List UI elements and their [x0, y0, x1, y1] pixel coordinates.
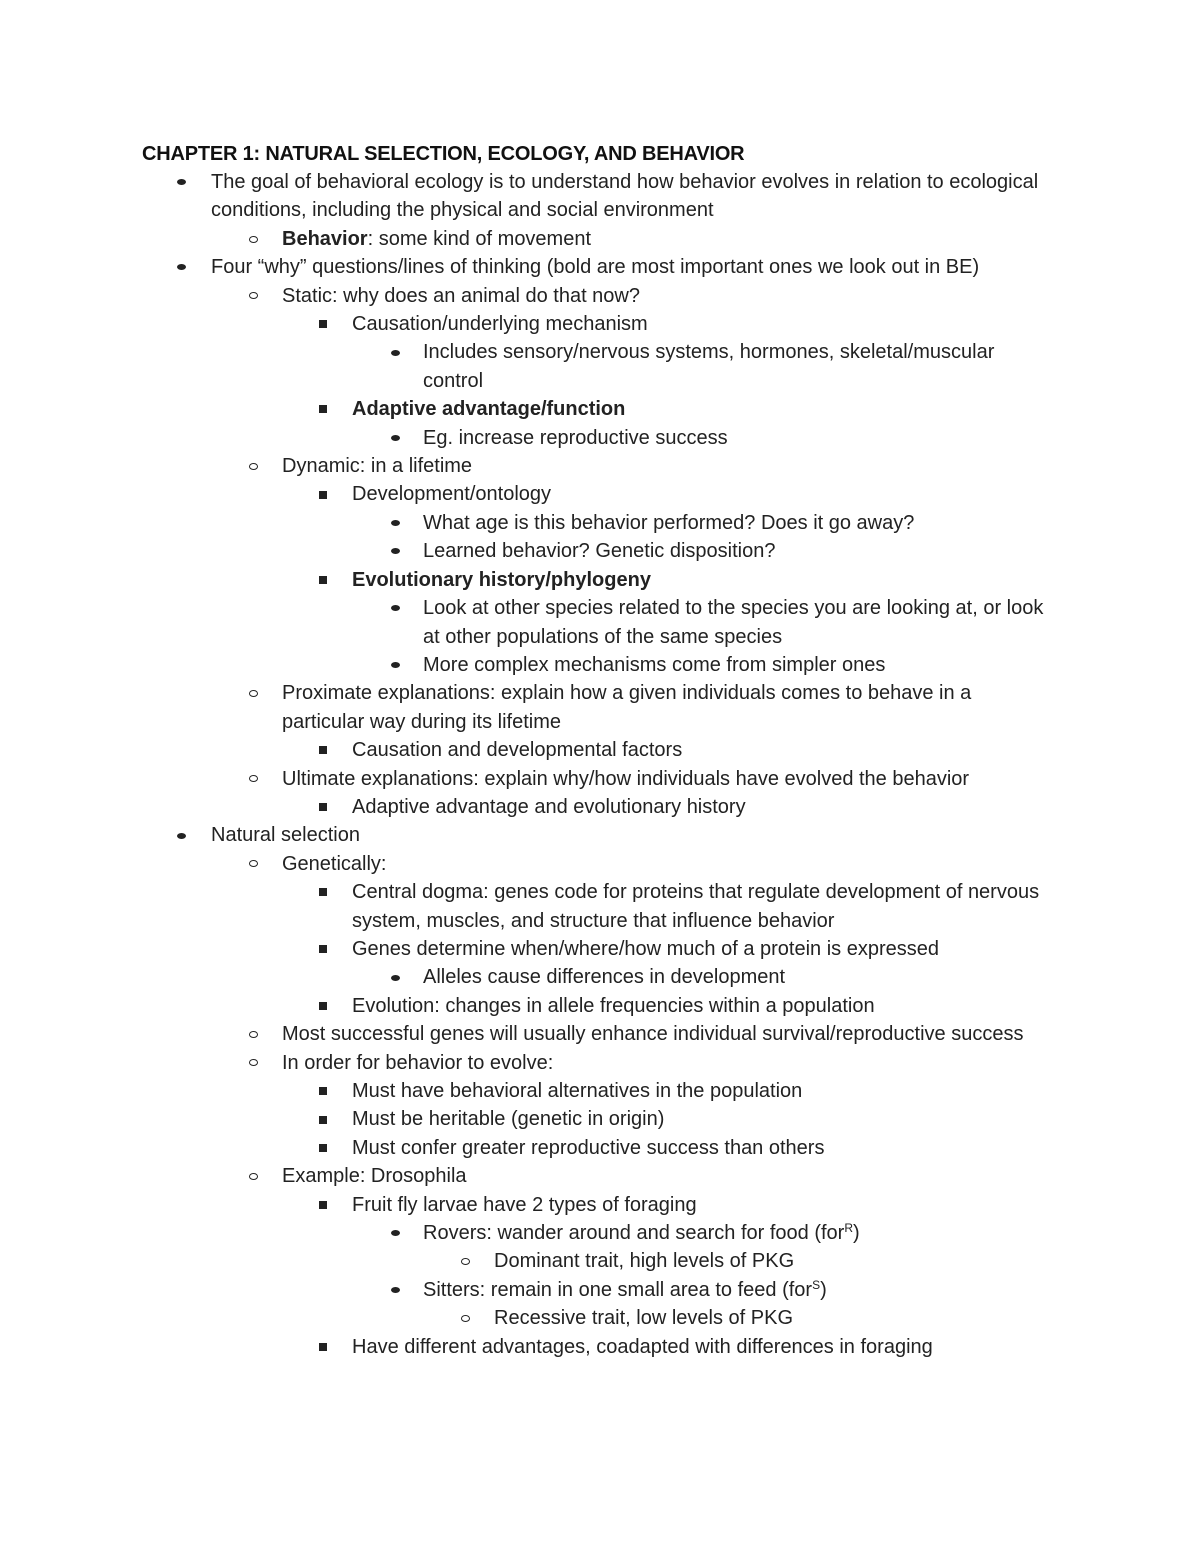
hollow-bullet-icon	[246, 1162, 260, 1190]
superscript-s: S	[812, 1277, 821, 1292]
list-item	[0, 253, 1051, 281]
list-item	[0, 850, 1052, 878]
hollow-bullet-icon	[246, 765, 260, 793]
filled-bullet-icon	[388, 338, 402, 366]
hollow-bullet-icon	[246, 225, 260, 253]
list-item-text: Have different advantages, coadapted with differences in foraging	[352, 1335, 933, 1358]
list-item-text: Fruit fly larvae have 2 types of foraging	[352, 1193, 697, 1216]
filled-bullet-icon	[388, 424, 402, 452]
filled-bullet-icon	[174, 168, 188, 196]
square-bullet-icon	[316, 992, 330, 1020]
list-item	[0, 878, 1052, 935]
hollow-bullet-icon	[246, 850, 260, 878]
list-item	[0, 168, 1051, 225]
list-item-text-bold: Adaptive advantage/function	[352, 398, 626, 421]
square-bullet-icon	[316, 1105, 330, 1133]
list-item	[0, 1276, 1053, 1304]
hollow-bullet-icon	[246, 1020, 260, 1048]
square-bullet-icon	[316, 1191, 330, 1219]
list-item	[0, 651, 1053, 679]
list-item-text: Dominant trait, high levels of PKG	[494, 1250, 795, 1273]
list-item	[0, 594, 1053, 651]
list-item	[0, 1304, 1054, 1332]
filled-bullet-icon	[388, 594, 402, 622]
hollow-bullet-icon	[246, 282, 260, 310]
list-item-text: Sitters: remain in one small area to feed (for	[423, 1278, 813, 1301]
list-item-text: Ultimate explanations: explain why/how individuals have evolved the behavior	[282, 767, 970, 790]
square-bullet-icon	[316, 566, 330, 594]
filled-bullet-icon	[388, 1276, 402, 1304]
list-item-text: Eg. increase reproductive success	[423, 426, 728, 449]
list-item-text: Static: why does an animal do that now?	[282, 284, 640, 307]
list-item	[0, 509, 1053, 537]
list-item-text: Four “why” questions/lines of thinking (bold are most important ones we look out in BE)	[211, 256, 980, 279]
filled-bullet-icon	[388, 509, 402, 537]
list-item-text-close: )	[820, 1278, 827, 1301]
list-item-text: Genes determine when/where/how much of a protein is expressed	[352, 937, 939, 960]
list-item	[0, 1105, 1052, 1133]
list-item	[0, 1162, 1052, 1190]
list-item	[0, 821, 1051, 849]
square-bullet-icon	[316, 1077, 330, 1105]
hollow-bullet-icon	[458, 1247, 472, 1275]
list-item-text: Must confer greater reproductive success than others	[352, 1136, 825, 1159]
square-bullet-icon	[316, 793, 330, 821]
list-item-text: Evolution: changes in allele frequencies within a population	[352, 994, 875, 1017]
hollow-bullet-icon	[246, 452, 260, 480]
list-item	[0, 566, 1052, 594]
list-item-text: Recessive trait, low levels of PKG	[494, 1307, 793, 1330]
list-item	[0, 537, 1053, 565]
list-item	[0, 1219, 1053, 1247]
superscript-r: R	[844, 1221, 854, 1236]
list-item	[0, 424, 1053, 452]
filled-bullet-icon	[388, 1219, 402, 1247]
term-definition: : some kind of movement	[367, 227, 592, 250]
list-item-text: Must be heritable (genetic in origin)	[352, 1108, 665, 1131]
list-item	[0, 992, 1052, 1020]
filled-bullet-icon	[388, 651, 402, 679]
hollow-bullet-icon	[246, 1049, 260, 1077]
list-item-text: Causation/underlying mechanism	[352, 313, 648, 336]
list-item-text: Rovers: wander around and search for food (for	[423, 1222, 845, 1245]
filled-bullet-icon	[388, 963, 402, 991]
square-bullet-icon	[316, 736, 330, 764]
filled-bullet-icon	[388, 537, 402, 565]
term-behavior: Behavior	[282, 227, 368, 250]
list-item	[0, 935, 1052, 963]
square-bullet-icon	[316, 480, 330, 508]
list-item	[0, 1134, 1052, 1162]
list-item-text: Causation and developmental factors	[352, 739, 683, 762]
list-item	[0, 1191, 1052, 1219]
list-item-text: Natural selection	[211, 824, 360, 847]
list-item	[0, 338, 1053, 395]
list-item-text: In order for behavior to evolve:	[282, 1051, 554, 1074]
list-item-text-bold: Evolutionary history/phylogeny	[352, 568, 651, 591]
list-item-text: Development/ontology	[352, 483, 552, 506]
list-item-text: Includes sensory/nervous systems, hormones, skeletal/muscular control	[423, 341, 995, 392]
list-item	[0, 1247, 1054, 1275]
list-item	[0, 1049, 1052, 1077]
filled-bullet-icon	[174, 821, 188, 849]
square-bullet-icon	[316, 310, 330, 338]
list-item-text: Genetically:	[282, 852, 387, 875]
square-bullet-icon	[316, 935, 330, 963]
notes-outline	[0, 168, 1200, 1361]
list-item	[0, 1077, 1052, 1105]
list-item	[0, 1333, 1052, 1361]
list-item-text: Must have behavioral alternatives in the population	[352, 1080, 803, 1102]
list-item	[0, 679, 1052, 736]
list-item	[0, 793, 1052, 821]
list-item	[0, 765, 1052, 793]
list-item-text: The goal of behavioral ecology is to understand how behavior evolves in relation to ecological conditions, including the physical and social environment	[211, 171, 1039, 222]
square-bullet-icon	[316, 1134, 330, 1162]
list-item-text: Proximate explanations: explain how a given individuals comes to behave in a particular way during its lifetime	[282, 682, 972, 733]
list-item	[0, 395, 1052, 423]
hollow-bullet-icon	[246, 679, 260, 707]
list-item-text: Learned behavior? Genetic disposition?	[423, 540, 776, 563]
hollow-bullet-icon	[458, 1304, 472, 1332]
list-item	[0, 480, 1052, 508]
square-bullet-icon	[316, 395, 330, 423]
list-item-text: Dynamic: in a lifetime	[282, 455, 473, 478]
list-item-text-close: )	[853, 1222, 860, 1245]
square-bullet-icon	[316, 1333, 330, 1361]
list-item-text: Example: Drosophila	[282, 1165, 467, 1188]
square-bullet-icon	[316, 878, 330, 906]
list-item	[0, 1020, 1052, 1048]
list-item-text: Look at other species related to the species you are looking at, or look at other populations of the same species	[423, 597, 1044, 648]
list-item	[0, 736, 1052, 764]
chapter-title: CHAPTER 1: NATURAL SELECTION, ECOLOGY, AND BEHAVIOR	[142, 143, 745, 165]
list-item-text: Most successful genes will usually enhance individual survival/reproductive success	[282, 1023, 1024, 1046]
list-item-text: Adaptive advantage and evolutionary history	[352, 795, 746, 818]
list-item-text: Central dogma: genes code for proteins that regulate development of nervous system, muscles, and structure that influence behavior	[352, 881, 1040, 932]
list-item-text: Alleles cause differences in development	[423, 966, 786, 989]
list-item-text: What age is this behavior performed? Does it go away?	[423, 511, 915, 534]
list-item	[0, 310, 1052, 338]
list-item	[0, 963, 1053, 991]
list-item	[0, 452, 1052, 480]
list-item	[0, 282, 1052, 310]
list-item-text: More complex mechanisms come from simpler ones	[423, 653, 886, 676]
filled-bullet-icon	[174, 253, 188, 281]
list-item	[0, 225, 1052, 253]
